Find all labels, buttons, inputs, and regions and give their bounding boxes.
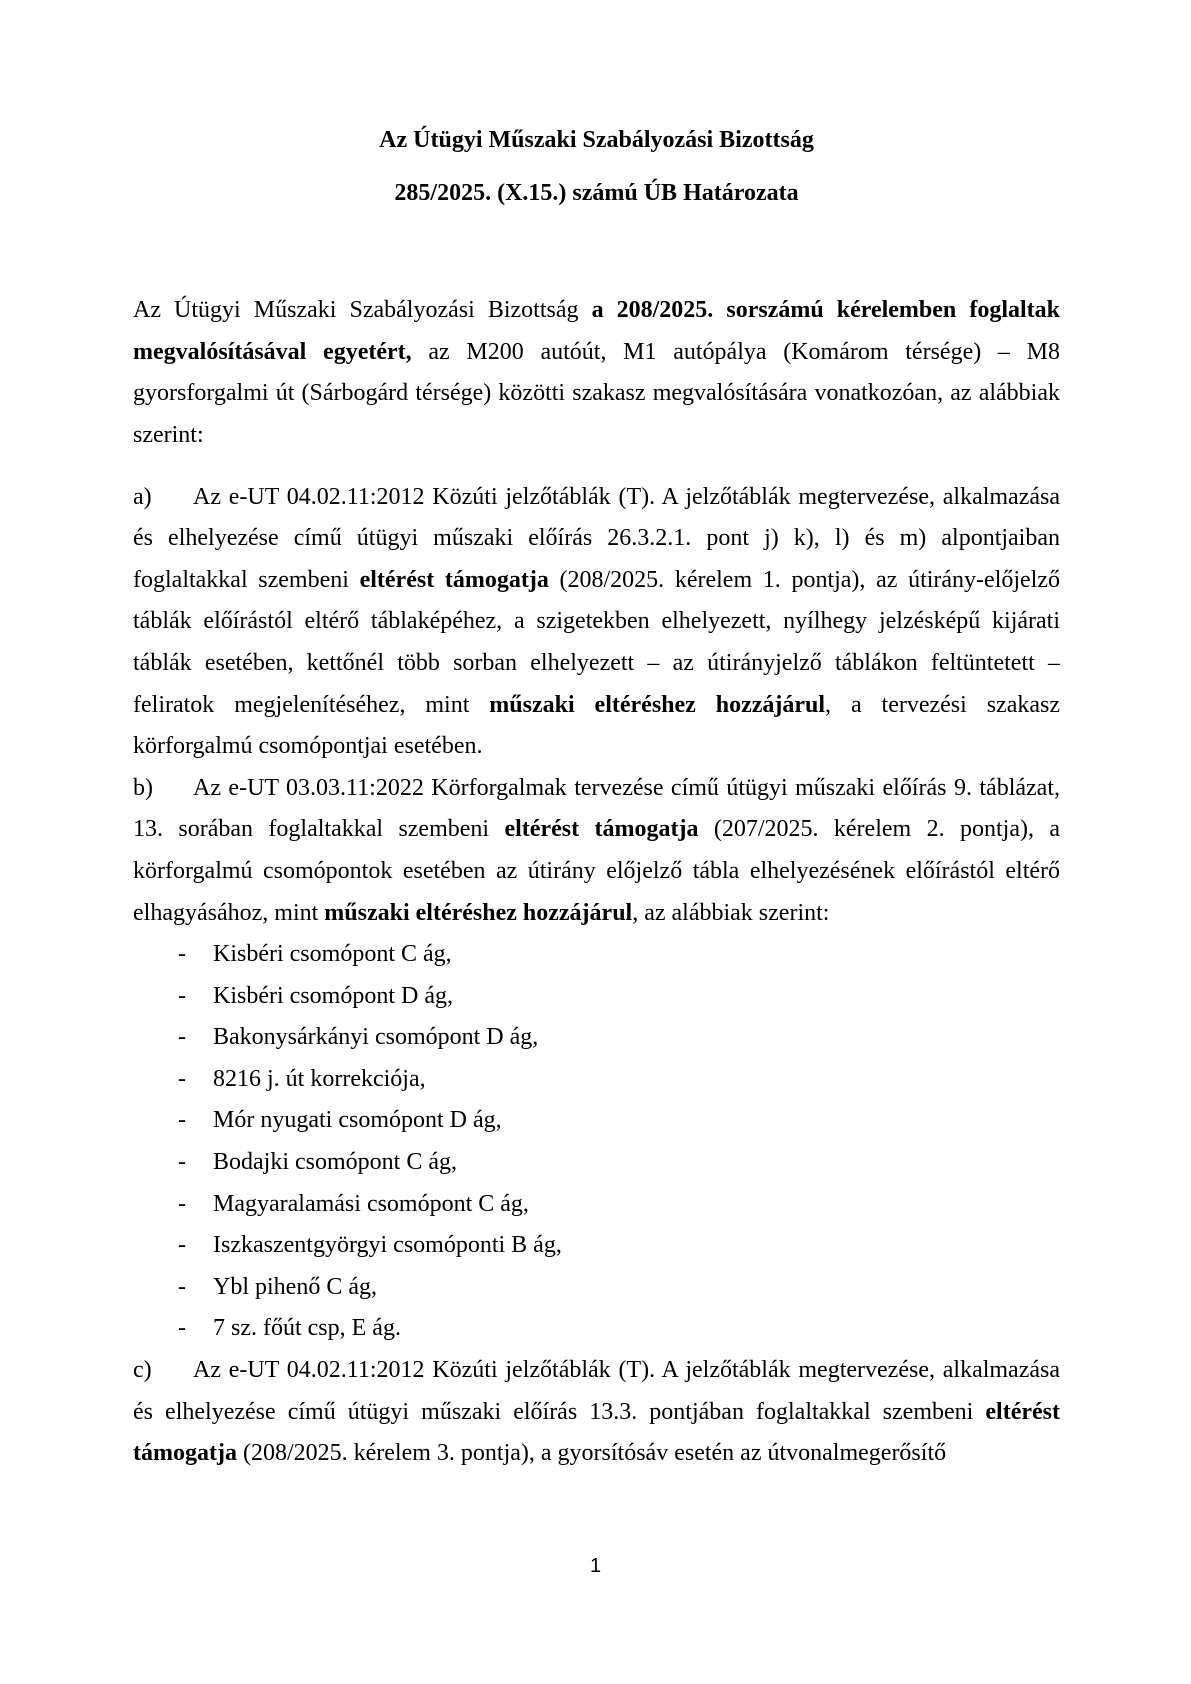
list-dash: - bbox=[178, 941, 186, 968]
text-run: Az e-UT 03.03.11:2022 Körforgalmak tervezése című útügyi műszaki előírás 9. táblázat, 13. sorában foglaltakkal szembeni bbox=[133, 774, 1060, 843]
list-dash: - bbox=[178, 1190, 186, 1217]
paragraph-marker: c) bbox=[133, 1357, 152, 1384]
list-item bbox=[133, 1308, 1060, 1350]
paragraph-b bbox=[133, 768, 1060, 934]
list-item bbox=[133, 1225, 1060, 1267]
document-content bbox=[133, 120, 1060, 1475]
list-item bbox=[133, 1142, 1060, 1184]
list-item bbox=[133, 1267, 1060, 1309]
document-title bbox=[133, 120, 1060, 214]
list-item bbox=[133, 1100, 1060, 1142]
text-run: (208/2025. kérelem 3. pontja), a gyorsítósáv esetén az útvonalmegerősítő bbox=[236, 1440, 947, 1467]
list-dash: - bbox=[178, 1232, 186, 1259]
list-item-text: Kisbéri csomópont C ág, bbox=[213, 941, 452, 968]
list-dash: - bbox=[178, 1065, 186, 1092]
document-body bbox=[133, 290, 1060, 1475]
bold-text-run: eltérést támogatja bbox=[359, 566, 549, 593]
bold-text-run: műszaki eltéréshez hozzájárul bbox=[489, 691, 826, 718]
page-number: 1 bbox=[589, 1555, 602, 1577]
list-item bbox=[133, 1184, 1060, 1226]
paragraph-marker: a) bbox=[133, 483, 152, 510]
paragraph-a bbox=[133, 477, 1060, 768]
list-dash: - bbox=[178, 1315, 186, 1342]
list-item bbox=[133, 1059, 1060, 1101]
text-run: (207/2025. kérelem 2. pontja), a körforgalmú csomópontok esetében az útirány előjelző tábla elhelyezésének előírástól eltérő elhagyásához, mint bbox=[133, 816, 1061, 926]
text-run: Az e-UT 04.02.11:2012 Közúti jelzőtáblák (T). A jelzőtáblák megtervezése, alkalmazása és elhelyezése című útügyi műszaki előírás 26.3.2.1. pont j) k), l) és m) alpontjaiban foglaltakkal szembeni bbox=[133, 483, 1060, 593]
text-run: Az e-UT 04.02.11:2012 Közúti jelzőtáblák (T). A jelzőtáblák megtervezése, alkalmazása és elhelyezése című útügyi műszaki előírás 13.3. pontjában foglaltakkal szembeni bbox=[133, 1357, 1060, 1425]
list-item-text: Bakonysárkányi csomópont D ág, bbox=[213, 1024, 539, 1051]
list-dash: - bbox=[178, 1273, 186, 1300]
list-item-text: 8216 j. út korrekciója, bbox=[213, 1065, 426, 1092]
text-run: , az alábbiak szerint: bbox=[632, 899, 830, 926]
paragraph-marker: b) bbox=[133, 774, 153, 801]
list-item-text: Magyaralamási csomópont C ág, bbox=[213, 1190, 529, 1217]
text-run: az M200 autóút, M1 autópálya (Komárom térsége) – M8 gyorsforgalmi út (Sárbogárd térsége) közötti szakasz megvalósítására vonatkozóan, az alábbiak szerint: bbox=[133, 338, 1060, 448]
paragraph-c bbox=[133, 1350, 1060, 1475]
text-run: , a tervezési szakasz körforgalmú csomópontjai esetében. bbox=[133, 691, 1061, 760]
list-item-text: Ybl pihenő C ág, bbox=[213, 1273, 377, 1300]
list-item-text: Mór nyugati csomópont D ág, bbox=[213, 1107, 502, 1134]
list-item-text: Iszkaszentgyörgyi csomóponti B ág, bbox=[213, 1232, 562, 1259]
list-item-text: Kisbéri csomópont D ág, bbox=[213, 982, 453, 1009]
list-dash: - bbox=[178, 982, 186, 1009]
text-run: (208/2025. kérelem 1. pontja), az útirány-előjelző táblák előírástól eltérő táblaképéhez, a szigetekben elhelyezett, nyílhegy jelzésképű kijárati táblák esetében, kettőnél több sorban elhelyezett – az útirányjelző táblákon feltüntetett – feliratok megjelenítéséhez, mint bbox=[133, 566, 1060, 718]
list-dash: - bbox=[178, 1024, 186, 1051]
list-dash: - bbox=[178, 1107, 186, 1134]
list-item-text: 7 sz. főút csp, E ág. bbox=[213, 1315, 401, 1342]
intro-paragraph bbox=[133, 290, 1060, 456]
text-run: Az Útügyi Műszaki Szabályozási Bizottság bbox=[133, 297, 592, 324]
bold-text-run: eltérést támogatja bbox=[133, 1398, 1060, 1467]
bold-text-run: a 208/2025. sorszámú kérelemben foglaltak megvalósításával egyetért, bbox=[133, 297, 1060, 365]
list-item bbox=[133, 976, 1060, 1018]
bold-text-run: műszaki eltéréshez hozzájárul bbox=[324, 899, 633, 926]
list-item-text: Bodajki csomópont C ág, bbox=[213, 1149, 457, 1176]
bold-text-run: eltérést támogatja bbox=[504, 816, 699, 843]
list-dash: - bbox=[178, 1149, 186, 1176]
list-item bbox=[133, 934, 1060, 976]
document-title-line2: 285/2025. (X.15.) számú ÚB Határozata bbox=[394, 179, 799, 206]
list-item bbox=[133, 1017, 1060, 1059]
document-title-line1: Az Útügyi Műszaki Szabályozási Bizottság bbox=[379, 127, 814, 153]
